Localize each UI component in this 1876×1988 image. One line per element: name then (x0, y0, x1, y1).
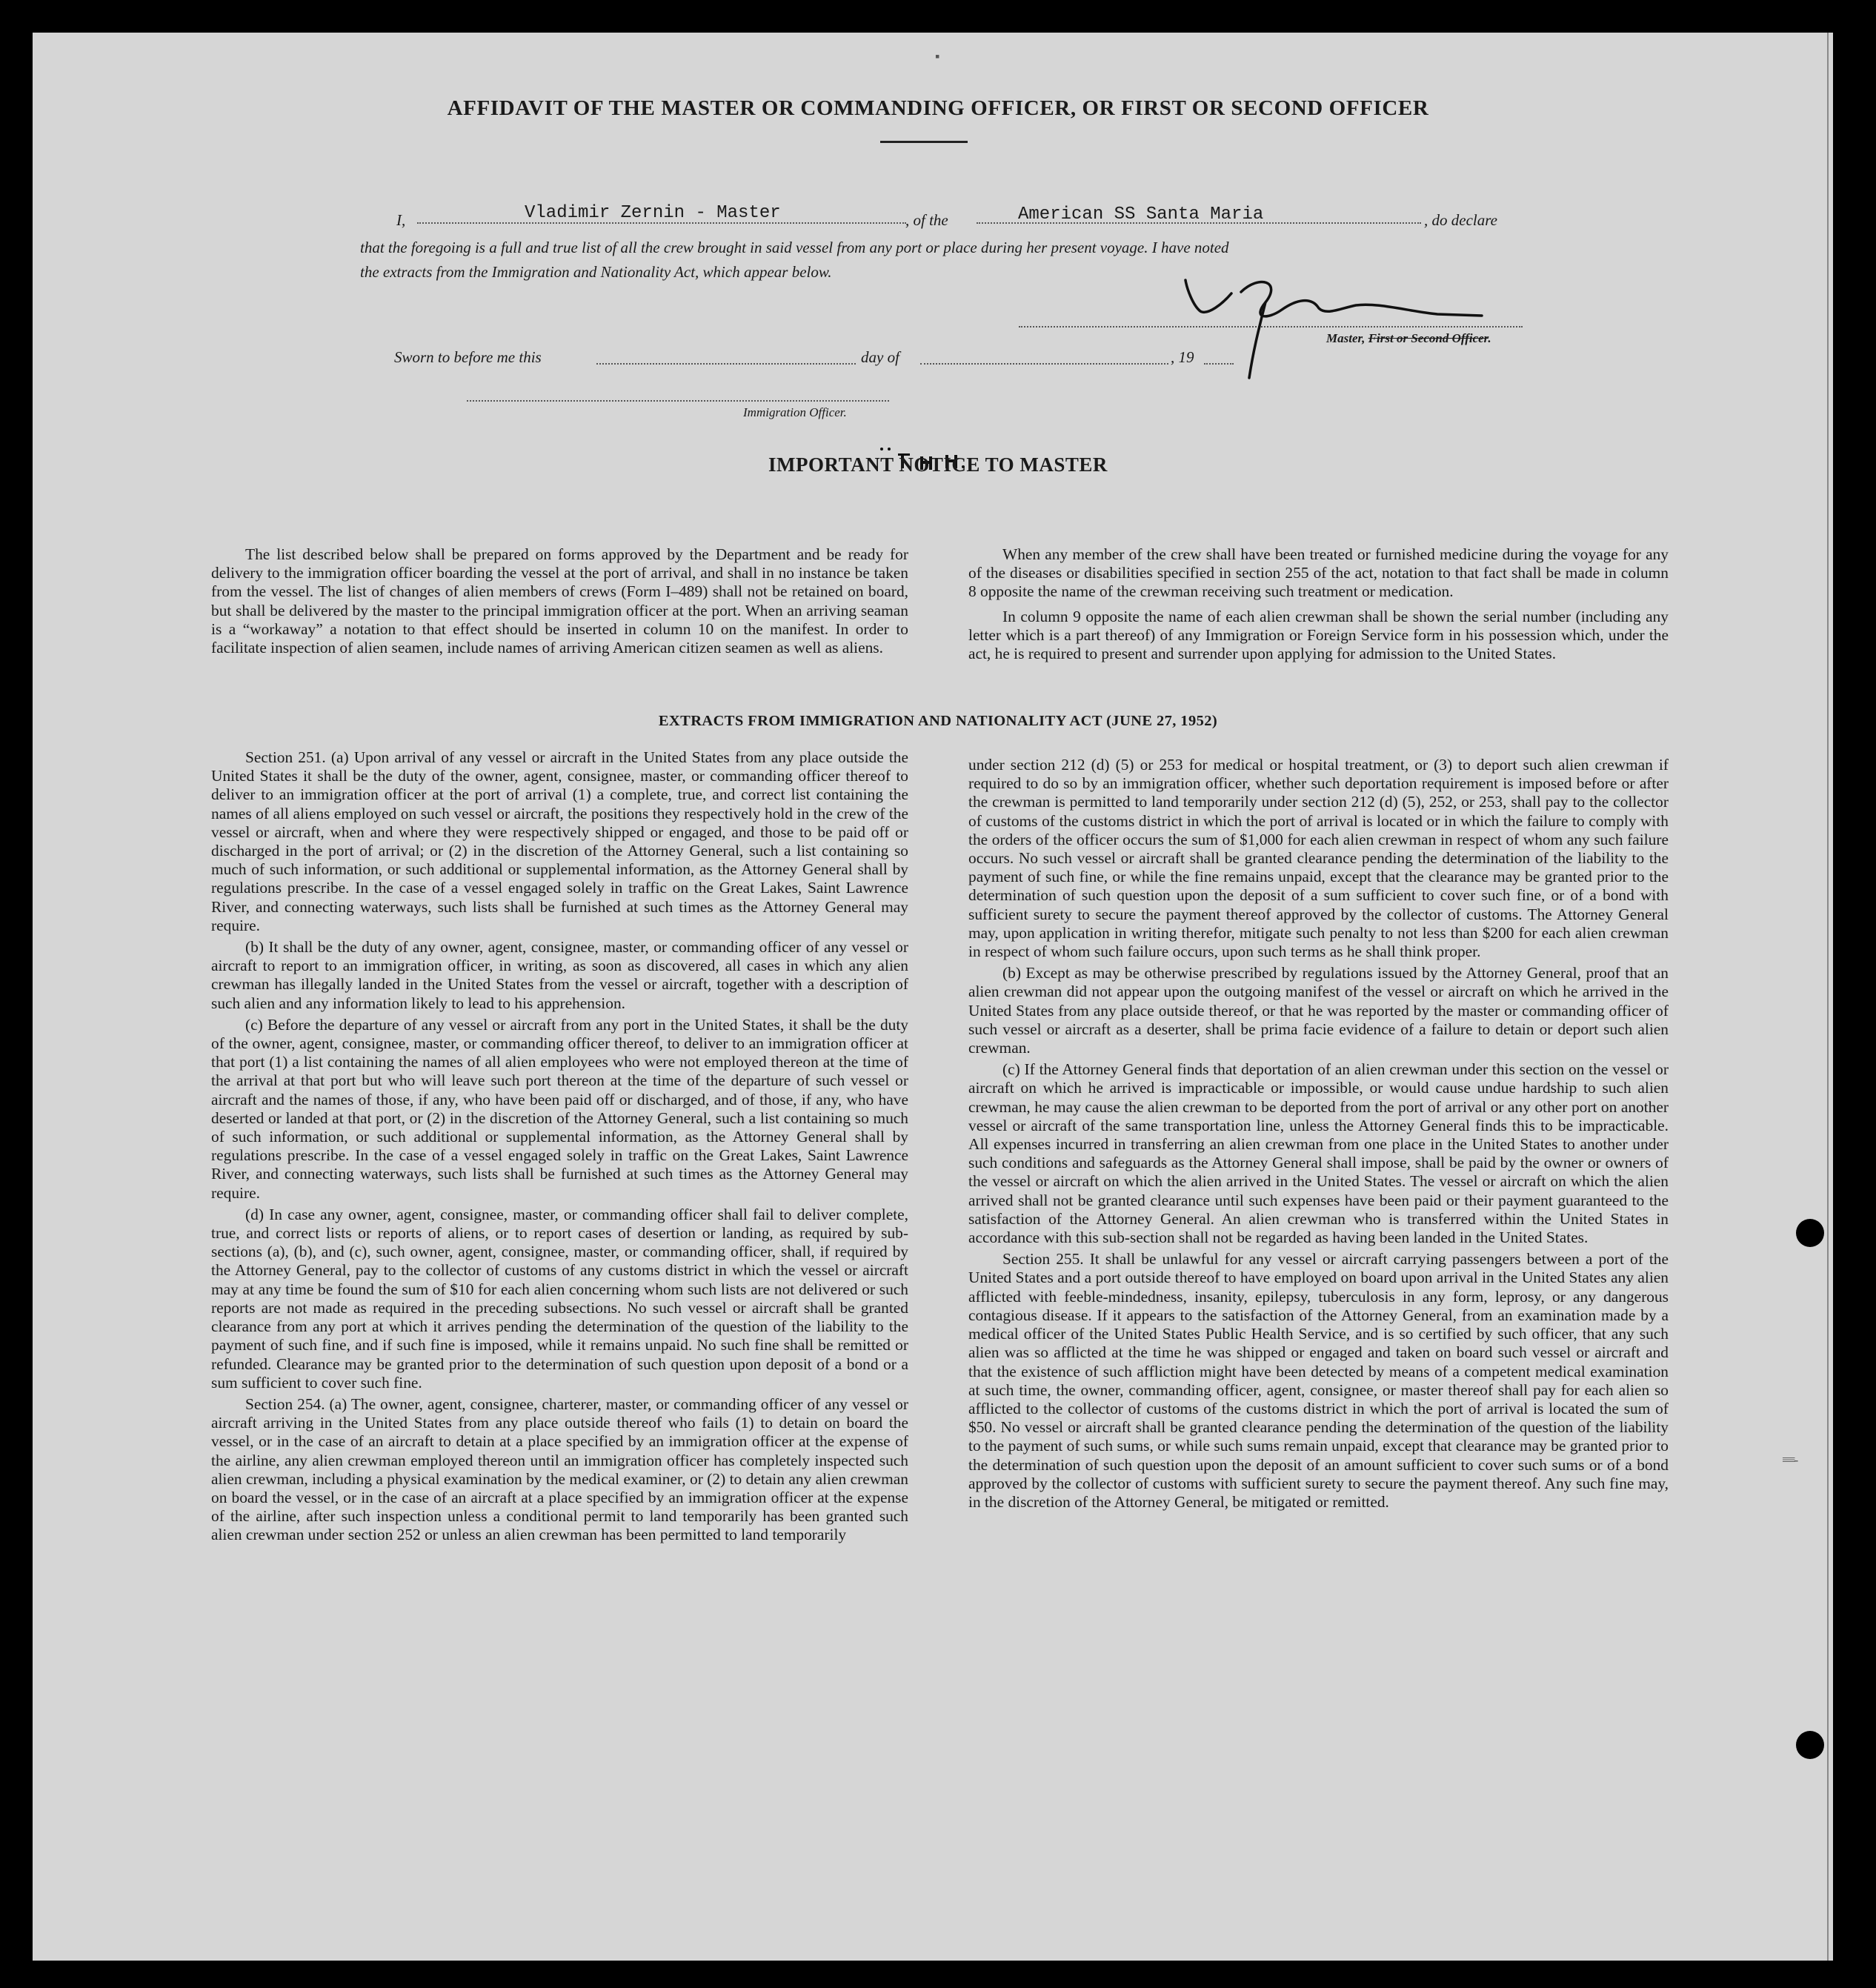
notice-right-column (968, 545, 1669, 663)
notice-right-paragraph-2: In column 9 opposite the name of each alien crewman shall be shown the serial number (including any letter which is a part thereof) of any Immigration or Foreign Service form in his possession which, under the act, he is required to present and surrender upon applying for admission to the United States. (968, 607, 1669, 663)
notice-left-paragraph: The list described below shall be prepared on forms approved by the Department and be ready for delivery to the immigration officer boarding the vessel at the port of arrival, and shall in no instance be taken from the vessel. The list of changes of alien members of crews (Form I–489) shall not be retained on board, but shall be delivered by the master to the principal immigration officer at the port. When an arriving seaman is a “workaway” a notation to that effect should be inserted in column 10 on the manifest. In order to facilitate inspection of alien seamen, include names of arriving American citizen seamen as well as aliens. (211, 545, 908, 657)
sworn-label: Sworn to before me this (394, 348, 542, 366)
vessel-name: American SS Santa Maria (1018, 205, 1264, 225)
section-251-a: Section 251. (a) Upon arrival of any vessel or aircraft in the United States from any place outside the United States it shall be the duty of the owner, agent, consignee, master, or commanding officer thereof to deliver to an immigration officer at the port of arrival (1) a complete, true, and correct list containing the names of all aliens employed on such vessel or aircraft, the positions they respectively hold in the crew of the vessel or aircraft, when and where they were respectively shipped or engaged, and those to be paid off or discharged in the port of arrival; or (2) in the discretion of the Attorney General, such a list containing so much of such information, or such additional or supplemental information, as the Attorney General shall by regulations prescribe. In the case of a vessel engaged solely in traffic on the Great Lakes, Saint Lawrence River, and connecting waterways, such lists shall be furnished at such times as the Attorney General may require. (211, 748, 908, 934)
master-signature (1171, 267, 1497, 385)
signature-caption: Master, First or Second Officer. (1326, 331, 1491, 345)
declaration-line-1: that the foregoing is a full and true list of all the crew brought in said vessel from any port or place during her present voyage. I have noted (360, 239, 1229, 256)
title-divider (880, 141, 968, 143)
day-of-label: day of (861, 348, 899, 366)
notice-title: IMPORTANT NOTICE TO MASTER (768, 453, 1108, 476)
extracts-left-column (211, 748, 908, 1545)
affidavit-title: AFFIDAVIT OF THE MASTER OR COMMANDING OFFICER, OR FIRST OR SECOND OFFICER (447, 96, 1429, 120)
section-255: Section 255. It shall be unlawful for any vessel or aircraft carrying passengers between a port of the United States and a port outside thereof to have employed on board upon arrival in the United States any alien afflicted with feeble-mindedness, insanity, epilepsy, tuberculosis in any form, leprosy, or any dangerous contagious disease. If it appears to the satisfaction of the Attorney General, from an examination made by a medical officer of the United States Public Health Service, and is so certified by such officer, that any such alien was so afflicted at the time he was shipped or engaged and taken on board such vessel or aircraft and that the existence of such affliction might have been detected by means of a competent medical examination at such time, the owner, commanding officer, agent, consignee, or master thereof shall pay for each alien so afflicted to the collector of customs of the customs district in which the port of arrival is located the sum of $50. No vessel or aircraft shall be granted clearance pending the determination of the question of the liability to the payment of such sums, or while such sums remain unpaid, except that clearance may be granted prior to the determination of such question upon the deposit of an amount sufficient to cover such sums or of a bond approved by the collector of customs with sufficient surety to secure the payment thereof. Any such fine may, in the discretion of the Attorney General, be mitigated or remitted. (968, 1250, 1669, 1511)
section-251-b: (b) It shall be the duty of any owner, agent, consignee, master, or commanding officer of any vessel or aircraft to report to an immigration officer, in writing, as soon as discovered, all cases in which any alien crewman has illegally landed in the United States from the vessel or aircraft, together with a description of such alien and any information likely to lead to his apprehension. (211, 938, 908, 1012)
margin-dash-mark: ≡≡- (1782, 1452, 1797, 1467)
declaration-line-2: the extracts from the Immigration and Nationality Act, which appear below. (360, 263, 832, 281)
punch-hole-upper (1796, 1219, 1824, 1247)
notice-right-paragraph-1: When any member of the crew shall have been treated or furnished medicine during the voyage for any of the diseases or disabilities specified in section 255 of the act, notation to that fact shall be made in column 8 opposite the name of the crewman receiving such treatment or medication. (968, 545, 1669, 601)
section-254-c: (c) If the Attorney General finds that deportation of an alien crewman under this section on the vessel or aircraft on which he arrived is impracticable or impossible, or would cause undue hardship to such alien crewman, he may cause the alien crewman to be deported from the port of arrival or any other port on another vessel or aircraft of the same transportation line, unless the Attorney General finds this to be impracticable. All expenses incurred in transferring an alien crewman from one place in the United States to another under such conditions and safeguards as the Attorney General shall impose, shall be paid by the owner or owners of the vessel or aircraft on which the alien arrived in the United States. The vessel or aircraft on which the alien arrived shall not be granted clearance until such expenses have been paid or their payment guaranteed to the satisfaction of the Attorney General. An alien crewman who is transferred within the United States in accordance with this sub-section shall not be regarded as having been landed in the United States. (968, 1060, 1669, 1247)
immigration-officer-caption: Immigration Officer. (743, 405, 847, 419)
extracts-title: EXTRACTS FROM IMMIGRATION AND NATIONALITY ACT (JUNE 27, 1952) (658, 713, 1218, 729)
year-fill-line (1204, 363, 1234, 365)
master-name: Vladimir Zernin - Master (525, 203, 781, 223)
section-254-a-continued: under section 212 (d) (5) or 253 for medical or hospital treatment, or (3) to deport such alien crewman if required to do so by an immigration officer, whether such deportation requirement is imposed before or after the crewman is permitted to land temporarily under section 212 (d) (5), 252, or 253, shall pay to the collector of customs of the customs district in which the port of arrival is located or in which the failure to comply with the orders of the officer occurs the sum of $1,000 for each alien crewman in respect of whom any such failure occurs. No such vessel or aircraft shall be granted clearance pending the determination of the liability to the payment of such fine, or while the fine remains unpaid, except that the clearance may be granted prior to the determination of such question upon the deposit of a sum sufficient to cover such fine, or of a bond with sufficient surety to secure the payment thereof approved by the collector of customs. The Attorney General may, upon application in writing therefor, mitigate such penalty to not less than $200 for each alien crewman in respect of whom such failure occurs, upon such terms as he shall think proper. (968, 756, 1669, 961)
punch-hole-lower (1796, 1731, 1824, 1759)
notice-left-column (211, 545, 908, 657)
officer-signature-line (467, 400, 889, 402)
section-254-a: Section 254. (a) The owner, agent, consignee, charterer, master, or commanding officer of any vessel or aircraft arriving in the United States from any place outside thereof who fails (1) to detain on board the vessel, or in the case of an aircraft to detain at a place specified by an immigration officer at the expense of the airline, any alien crewman employed thereon until an immigration officer has completely inspected such alien crewman, including a physical examination by the medical examiner, or (2) to detain any alien crewman on board the vessel, or in the case of an aircraft at a place specified by an immigration officer at the expense of the airline, after such inspection unless a conditional permit to land temporarily has been granted such alien crewman under section 252 or unless an alien crewman has been permitted to land temporarily (211, 1394, 908, 1544)
page-edge-line (1827, 33, 1829, 1961)
extracts-right-column (968, 756, 1669, 1512)
section-251-d: (d) In case any owner, agent, consignee, master, or commanding officer shall fail to deliver complete, true, and correct lists or reports of aliens, or to report cases of desertion or landing, as required by sub-sections (a), (b), and (c), such owner, agent, consignee, master, or commanding officer, shall, if required by the Attorney General, pay to the collector of customs of any customs district in which the vessel or aircraft may at any time be found the sum of $10 for each alien concerning whom such lists are not delivered or such reports are not made as required in the preceding subsections. No such vessel or aircraft shall be granted clearance from any port at which it arrives pending the determination of the question of the liability to the payment of such fine, and if such fine is imposed, while it remains unpaid. No such fine shall be remitted or refunded. Clearance may be granted prior to the determination of such question upon deposit of a bond or a sum sufficient to cover such fine. (211, 1205, 908, 1392)
of-the-label: , of the (905, 211, 948, 229)
scan-speck-mark: ▪ (935, 49, 940, 64)
month-fill-line (920, 363, 1168, 365)
sworn-fill-line (596, 363, 856, 365)
i-label: I, (396, 211, 406, 229)
do-declare-label: , do declare (1424, 211, 1497, 229)
section-251-c: (c) Before the departure of any vessel or aircraft from any port in the United States, it shall be the duty of the owner, agent, consignee, master, or commanding officer thereof, to deliver to an immigration officer at that port (1) a list containing the names of all alien employees who were not employed thereon at the time of the arrival at that port but who will leave such port thereon at the time of the departure of such vessel or aircraft and the names of those, if any, who have been paid off or discharged, and of those, if any, who have deserted or landed at that port, or (2) in the discretion of the Attorney General, such a list containing so much of such information, or such additional or supplemental information, as the Attorney General shall by regulations prescribe. In the case of a vessel engaged solely in traffic on the Great Lakes, Saint Lawrence River, and connecting waterways, such lists shall be furnished at such times as the Attorney General may require. (211, 1015, 908, 1202)
year-label: , 19 (1171, 348, 1194, 366)
section-254-b: (b) Except as may be otherwise prescribed by regulations issued by the Attorney General, proof that an alien crewman did not appear upon the outgoing manifest of the vessel or aircraft on which he arrived in the United States from any place outside thereof, or that he was reported by the master or commanding officer of such vessel or aircraft as a deserter, shall be prima facie evidence of a failure to detain or deport such alien crewman. (968, 964, 1669, 1057)
